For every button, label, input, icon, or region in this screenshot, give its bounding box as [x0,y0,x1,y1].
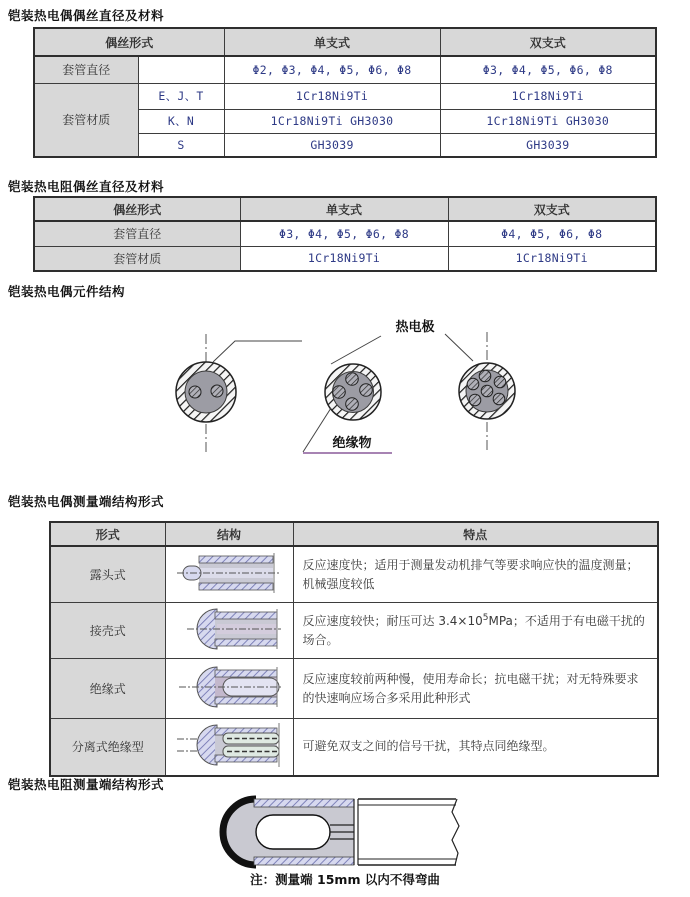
col-header-form: 形式 [50,522,165,546]
material-double-cell: 1Cr18Ni9Ti [448,246,656,271]
material-single-cell: 1Cr18Ni9Ti [240,246,448,271]
material-single-cell: GH3039 [224,133,440,157]
diameter-single-cell: Φ3, Φ4, Φ5, Φ6, Φ8 [240,221,448,246]
bend-restriction-note: 注：测量端 15mm 以内不得弯曲 [250,872,440,887]
section-title-rtd-wire: 铠装热电阻偶丝直径及材料 [8,179,165,194]
exponent: 5 [482,612,489,623]
rtd-measuring-end-diagram [210,795,460,869]
empty-cell [138,56,224,83]
section-title-rtd-tip: 铠装热电阻测量端结构形式 [8,777,165,792]
section-title-element-structure: 铠装热电偶元件结构 [8,284,126,299]
feature-shell [293,603,658,659]
table-row [50,659,658,719]
form-label-insulated: 绝缘式 [50,659,165,719]
insulation-label: 绝缘物 [332,436,372,451]
row-label-sheath-diameter: 套管直径 [34,56,138,83]
feature-exposed: 反应速度快；适用于测量发动机排气等要求响应快的温度测量；机械强度较低 [293,546,658,603]
table-row [34,83,656,109]
tc-tip-table [49,521,659,777]
feature-separated-insulated: 可避免双支之间的信号干扰，其特点同绝缘型。 [293,719,658,776]
col-header-structure: 结构 [165,522,293,546]
col-header-double: 双支式 [448,197,656,221]
col-header-double: 双支式 [440,28,656,56]
col-header-single: 单支式 [224,28,440,56]
element-cross-sections-diagram [0,300,690,490]
type-cell: S [138,133,224,157]
type-cell: E、J、T [138,83,224,109]
shell-grounded-tip-diagram [173,605,285,653]
col-header-single: 单支式 [240,197,448,221]
col-header-feature: 特点 [293,522,658,546]
diameter-double-cell: Φ4, Φ5, Φ6, Φ8 [448,221,656,246]
material-single-cell: 1Cr18Ni9Ti GH3030 [224,109,440,133]
col-header-wire-form: 偶丝形式 [34,197,240,221]
separated-insulated-tip-diagram [173,721,285,769]
table-row [50,719,658,776]
table-row [50,546,658,603]
row-label-sheath-material: 套管材质 [34,246,240,271]
form-label-shell: 接壳式 [50,603,165,659]
feature-text: 反应速度较快；耐压可达 3.4×10 [302,613,483,628]
diameter-single-cell: Φ2, Φ3, Φ4, Φ5, Φ6, Φ8 [224,56,440,83]
section-title-tc-wire: 铠装热电偶偶丝直径及材料 [8,8,165,23]
rtd-wire-table [33,196,657,272]
tc-wire-table [33,27,657,158]
electrode-label: 热电极 [395,320,435,335]
table-row [34,246,656,271]
material-double-cell: 1Cr18Ni9Ti [440,83,656,109]
material-single-cell: 1Cr18Ni9Ti [224,83,440,109]
form-label-separated-insulated: 分离式绝缘型 [50,719,165,776]
table-row [34,221,656,246]
form-label-exposed: 露头式 [50,546,165,603]
feature-insulated: 反应速度较前两种慢，使用寿命长；抗电磁干扰；对无特殊要求的快速响应场合多采用此种形式 [293,659,658,719]
material-double-cell: GH3039 [440,133,656,157]
type-cell: K、N [138,109,224,133]
section-title-tc-tip: 铠装热电偶测量端结构形式 [8,494,165,509]
col-header-wire-form: 偶丝形式 [34,28,224,56]
diameter-double-cell: Φ3, Φ4, Φ5, Φ6, Φ8 [440,56,656,83]
row-label-sheath-diameter: 套管直径 [34,221,240,246]
table-row [34,56,656,83]
exposed-tip-diagram [173,549,285,597]
table-row [50,603,658,659]
feature-text: MPa；不适用于有电磁干扰的场合。 [302,613,645,647]
row-label-sheath-material: 套管材质 [34,83,138,157]
material-double-cell: 1Cr18Ni9Ti GH3030 [440,109,656,133]
insulated-tip-diagram [173,663,285,711]
